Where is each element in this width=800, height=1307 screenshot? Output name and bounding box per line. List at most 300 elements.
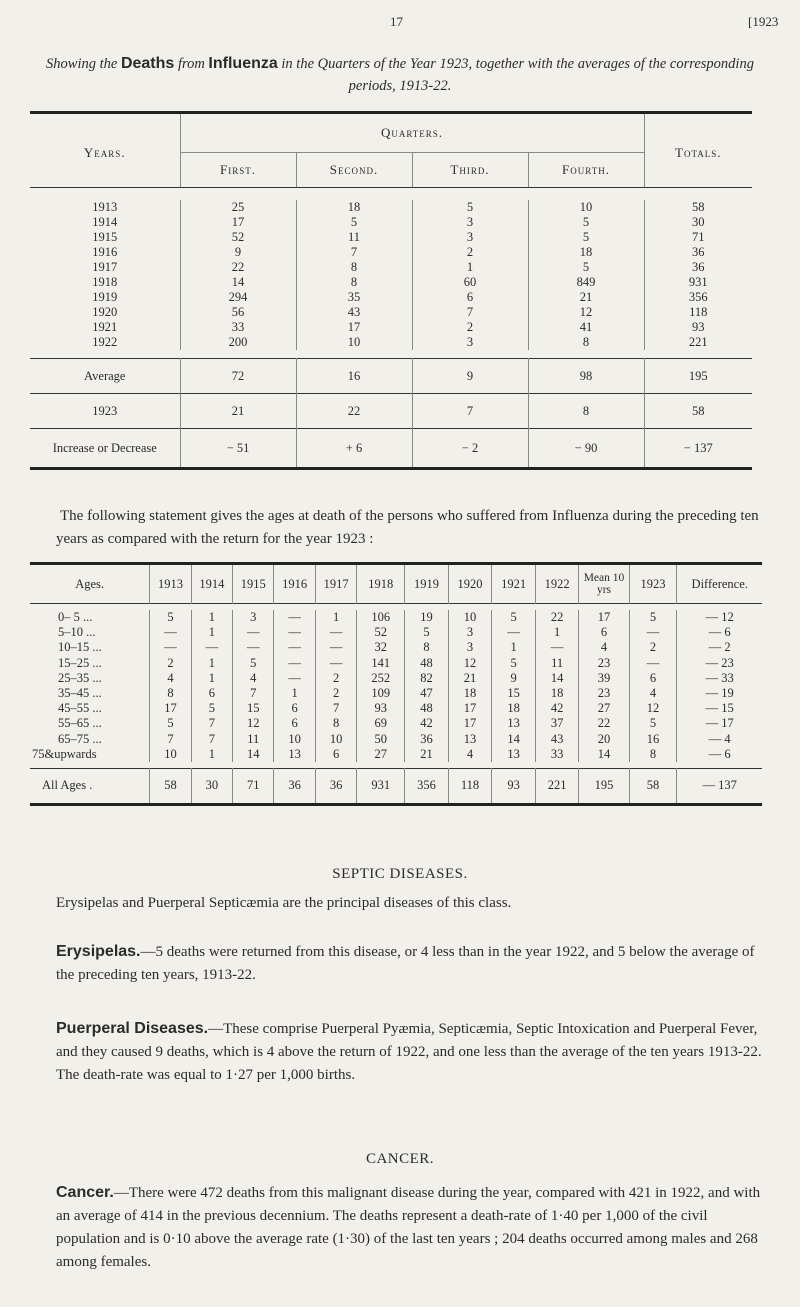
intro-paragraph: The following statement gives the ages at death of the persons who suffered from Influenza during the preceding ten years as compared with the return for the year 1923 : [56, 508, 759, 547]
total-cell: 195 [579, 768, 629, 804]
current-q1: 21 [180, 394, 296, 429]
age-cell: — [150, 625, 191, 640]
cell-q4: 5 [528, 230, 644, 245]
current-label: 1923 [92, 403, 118, 418]
age-cell: 1 [191, 671, 232, 686]
cell-q3: 3 [412, 230, 528, 245]
title-bold-influenza: Influenza [208, 55, 278, 72]
age-row [30, 640, 762, 655]
ages-header-cell: 1913 [150, 564, 191, 604]
cell-year: 1922 [92, 335, 118, 349]
average-label: Average [84, 368, 126, 383]
total-cell: 118 [448, 768, 492, 804]
age-cell: 7 [233, 686, 274, 701]
age-cell: 14 [492, 732, 536, 747]
age-cell: 21 [405, 747, 449, 762]
cell-total: 30 [644, 215, 752, 230]
cell-q1: 52 [180, 230, 296, 245]
age-cell: 9 [492, 671, 536, 686]
age-cell: — 2 [677, 640, 762, 655]
age-cell: — [274, 671, 315, 686]
age-cell: 7 [191, 732, 232, 747]
current-total: 58 [644, 394, 752, 429]
age-cell: 11 [535, 656, 579, 671]
age-label: 0– 5 ... [58, 610, 93, 625]
age-row [30, 686, 762, 701]
average-q3: 9 [412, 359, 528, 394]
ages-header-cell: Difference. [677, 564, 762, 604]
cell-q4: 8 [528, 335, 644, 350]
cell-year: 1914 [92, 215, 118, 229]
age-cell: 22 [579, 716, 629, 731]
ages-header-cell: 1914 [191, 564, 232, 604]
age-cell: — 23 [677, 656, 762, 671]
ages-total-row [30, 768, 762, 804]
age-cell: 8 [315, 716, 356, 731]
ages-header-cell: 1915 [233, 564, 274, 604]
age-cell: 22 [535, 610, 579, 625]
age-cell: 10 [274, 732, 315, 747]
quarters-header: Quarters. [180, 113, 644, 153]
age-cell: 12 [629, 701, 677, 716]
cell-total: 58 [644, 200, 752, 215]
age-cell: 1 [535, 625, 579, 640]
age-cell: 8 [150, 686, 191, 701]
cancer-paragraph [56, 1181, 768, 1274]
total-cell: 58 [629, 768, 677, 804]
age-cell: 5 [629, 716, 677, 731]
age-cell: — [315, 656, 356, 671]
age-cell: 3 [233, 610, 274, 625]
ages-table [30, 562, 762, 806]
age-cell: 4 [579, 640, 629, 655]
age-cell: 36 [405, 732, 449, 747]
ages-header-cell: 1921 [492, 564, 536, 604]
change-total: − 137 [644, 429, 752, 469]
erysipelas-paragraph [56, 940, 768, 987]
age-cell: — [233, 640, 274, 655]
age-cell: 52 [357, 625, 405, 640]
age-cell: 109 [357, 686, 405, 701]
change-row [30, 429, 752, 469]
age-cell: 17 [448, 716, 492, 731]
age-cell: 4 [448, 747, 492, 762]
year-row [30, 320, 752, 335]
age-cell: 10 [150, 747, 191, 762]
cell-q2: 10 [296, 335, 412, 350]
age-cell: 2 [150, 656, 191, 671]
year-row [30, 335, 752, 350]
puerperal-label: Puerperal Diseases. [56, 1020, 209, 1037]
cancer-heading: CANCER. [365, 1151, 435, 1167]
cell-q3: 60 [412, 275, 528, 290]
cell-q1: 56 [180, 305, 296, 320]
age-cell: — [274, 625, 315, 640]
cell-q3: 2 [412, 320, 528, 335]
age-cell: 14 [579, 747, 629, 762]
change-q2: + 6 [296, 429, 412, 469]
age-cell: 4 [629, 686, 677, 701]
age-cell: 18 [535, 686, 579, 701]
age-label: 10–15 ... [58, 640, 102, 655]
cell-q3: 3 [412, 215, 528, 230]
year-row [30, 215, 752, 230]
cell-q1: 9 [180, 245, 296, 260]
title-bold-deaths: Deaths [120, 55, 175, 72]
age-cell: 47 [405, 686, 449, 701]
cell-q2: 43 [296, 305, 412, 320]
age-label: 15–25 ... [58, 655, 102, 670]
age-cell: 27 [357, 747, 405, 762]
age-cell: 37 [535, 716, 579, 731]
age-cell: 10 [448, 610, 492, 625]
age-cell: 6 [274, 716, 315, 731]
year-row [30, 305, 752, 320]
cell-q2: 11 [296, 230, 412, 245]
age-row [30, 610, 762, 625]
age-cell: — [274, 610, 315, 625]
cell-q1: 294 [180, 290, 296, 305]
total-cell: 356 [405, 768, 449, 804]
age-cell: 6 [579, 625, 629, 640]
age-cell: 13 [274, 747, 315, 762]
year-row [30, 275, 752, 290]
cell-q2: 18 [296, 200, 412, 215]
cell-total: 356 [644, 290, 752, 305]
cell-q3: 6 [412, 290, 528, 305]
cell-q2: 8 [296, 260, 412, 275]
age-cell: 43 [535, 732, 579, 747]
age-cell: 8 [629, 747, 677, 762]
age-cell: 15 [233, 701, 274, 716]
age-cell: 21 [448, 671, 492, 686]
age-cell: — 6 [677, 747, 762, 762]
age-label: 65–75 ... [58, 731, 102, 746]
age-label: 25–35 ... [58, 670, 102, 685]
cell-q1: 25 [180, 200, 296, 215]
age-cell: 6 [315, 747, 356, 762]
cell-total: 36 [644, 245, 752, 260]
total-label: All Ages . [42, 778, 93, 793]
age-cell: — [315, 640, 356, 655]
average-total: 195 [644, 359, 752, 394]
age-cell: 17 [579, 610, 629, 625]
cell-year: 1921 [92, 320, 118, 334]
age-cell: 18 [448, 686, 492, 701]
ages-header-cell: 1916 [274, 564, 315, 604]
cell-year: 1918 [92, 275, 118, 289]
cell-year: 1916 [92, 245, 118, 259]
cell-q3: 7 [412, 305, 528, 320]
first-quarter-header: First. [180, 153, 296, 188]
year-row [30, 245, 752, 260]
total-cell: — 137 [677, 768, 762, 804]
age-label: 55–65 ... [58, 716, 102, 731]
total-cell: 58 [150, 768, 191, 804]
cell-year: 1920 [92, 305, 118, 319]
age-cell: 15 [492, 686, 536, 701]
cell-q2: 8 [296, 275, 412, 290]
cell-year: 1919 [92, 290, 118, 304]
age-cell: — [315, 625, 356, 640]
age-cell: 5 [405, 625, 449, 640]
title-mid: from [177, 56, 205, 72]
cell-q4: 12 [528, 305, 644, 320]
age-cell: 14 [233, 747, 274, 762]
cell-year: 1917 [92, 260, 118, 274]
age-cell: 18 [492, 701, 536, 716]
age-cell: 5 [191, 701, 232, 716]
age-cell: 252 [357, 671, 405, 686]
age-cell: 1 [191, 747, 232, 762]
third-quarter-header: Third. [412, 153, 528, 188]
cell-q3: 1 [412, 260, 528, 275]
age-cell: — 33 [677, 671, 762, 686]
cell-q1: 14 [180, 275, 296, 290]
age-label: 35–45 ... [58, 686, 102, 701]
age-row [30, 701, 762, 716]
total-cell: 93 [492, 768, 536, 804]
age-cell: 1 [492, 640, 536, 655]
age-cell: 5 [150, 610, 191, 625]
age-cell: 6 [629, 671, 677, 686]
age-cell: — [535, 640, 579, 655]
age-cell: 14 [535, 671, 579, 686]
ages-header-cell: 1920 [448, 564, 492, 604]
page-number: 17 [390, 14, 403, 29]
erysipelas-label: Erysipelas. [56, 943, 141, 960]
ages-header-cell: 1919 [405, 564, 449, 604]
age-cell: 4 [233, 671, 274, 686]
ages-header-cell: 1923 [629, 564, 677, 604]
ages-header-cell: 1917 [315, 564, 356, 604]
cell-q1: 17 [180, 215, 296, 230]
cell-total: 221 [644, 335, 752, 350]
age-label: 5–10 ... [58, 625, 96, 640]
ages-header-cell: Ages. [75, 576, 105, 591]
age-cell: 93 [357, 701, 405, 716]
cell-q2: 7 [296, 245, 412, 260]
ages-header-cell: 1918 [357, 564, 405, 604]
years-header: Years. [30, 113, 180, 188]
age-row [30, 747, 762, 762]
age-cell: 13 [492, 747, 536, 762]
total-cell: 36 [274, 768, 315, 804]
change-q1: − 51 [180, 429, 296, 469]
age-cell: 42 [535, 701, 579, 716]
age-cell: — [191, 640, 232, 655]
age-cell: 5 [233, 656, 274, 671]
cancer-text: —There were 472 deaths from this malignant disease during the year, compared with 421 in 1922, and with an average of 414 in the previous decennium. The deaths represent a death-rate of 1·40 per 1,000 of the civil population and is 0·10 above the average rate (1·30) of the last ten years ; 204 deaths occurred among males and 268 among females. [56, 1185, 761, 1270]
cell-total: 36 [644, 260, 752, 275]
total-cell: 30 [191, 768, 232, 804]
change-q4: − 90 [528, 429, 644, 469]
cell-q4: 41 [528, 320, 644, 335]
age-cell: 16 [629, 732, 677, 747]
age-cell: 5 [492, 656, 536, 671]
age-cell: 106 [357, 610, 405, 625]
age-cell: 42 [405, 716, 449, 731]
age-cell: — [492, 625, 536, 640]
age-cell: 19 [405, 610, 449, 625]
cell-q4: 10 [528, 200, 644, 215]
cell-total: 93 [644, 320, 752, 335]
cell-q4: 849 [528, 275, 644, 290]
total-cell: 36 [315, 768, 356, 804]
second-quarter-header: Second. [296, 153, 412, 188]
average-q4: 98 [528, 359, 644, 394]
year-mark: [1923 [748, 14, 779, 29]
age-cell: 7 [150, 732, 191, 747]
year-row [30, 290, 752, 305]
age-cell: 50 [357, 732, 405, 747]
age-cell: — [274, 640, 315, 655]
age-cell: 1 [191, 656, 232, 671]
totals-header: Totals. [644, 113, 752, 188]
current-q4: 8 [528, 394, 644, 429]
age-cell: 2 [315, 686, 356, 701]
septic-intro: Erysipelas and Puerperal Septicæmia are the principal diseases of this class. [56, 895, 512, 911]
age-cell: 11 [233, 732, 274, 747]
age-cell: 23 [579, 656, 629, 671]
erysipelas-text: —5 deaths were returned from this disease, or 4 less than in the year 1922, and 5 below the average of the preceding ten years, 1913-22. [56, 944, 755, 983]
age-row [30, 671, 762, 686]
age-cell: 4 [150, 671, 191, 686]
age-cell: 48 [405, 701, 449, 716]
current-year-row [30, 394, 752, 429]
average-row [30, 359, 752, 394]
age-cell: 6 [191, 686, 232, 701]
title-prefix: Showing the [46, 56, 118, 72]
age-cell: 33 [535, 747, 579, 762]
cell-q3: 5 [412, 200, 528, 215]
table-title [40, 53, 760, 97]
year-row [30, 230, 752, 245]
age-cell: 12 [233, 716, 274, 731]
cell-total: 931 [644, 275, 752, 290]
age-cell: 5 [492, 610, 536, 625]
age-cell: — [274, 656, 315, 671]
cell-q2: 5 [296, 215, 412, 230]
cell-q4: 5 [528, 260, 644, 275]
age-cell: — 4 [677, 732, 762, 747]
cancer-label: Cancer. [56, 1184, 114, 1201]
age-cell: 1 [191, 625, 232, 640]
current-q2: 22 [296, 394, 412, 429]
title-rest: in the Quarters of the Year 1923, together with the averages of the corresponding periods, 1913-22. [281, 56, 754, 94]
fourth-quarter-header: Fourth. [528, 153, 644, 188]
cell-q1: 22 [180, 260, 296, 275]
age-cell: — [233, 625, 274, 640]
total-cell: 221 [535, 768, 579, 804]
cell-q1: 200 [180, 335, 296, 350]
age-label: 75&upwards [32, 746, 97, 761]
septic-heading: SEPTIC DISEASES. [332, 866, 468, 882]
year-row [30, 200, 752, 215]
cell-year: 1913 [92, 200, 118, 214]
cell-q2: 35 [296, 290, 412, 305]
cell-total: 71 [644, 230, 752, 245]
age-cell: 20 [579, 732, 629, 747]
cell-q4: 21 [528, 290, 644, 305]
age-row [30, 656, 762, 671]
age-cell: — 12 [677, 610, 762, 625]
age-cell: 5 [629, 610, 677, 625]
age-label: 45–55 ... [58, 701, 102, 716]
ages-header-cell: Mean 10 yrs [579, 564, 629, 604]
age-cell: 17 [448, 701, 492, 716]
age-cell: 7 [315, 701, 356, 716]
age-cell: 32 [357, 640, 405, 655]
age-cell: — 19 [677, 686, 762, 701]
age-cell: — [150, 640, 191, 655]
age-cell: 8 [405, 640, 449, 655]
age-cell: 7 [191, 716, 232, 731]
change-q3: − 2 [412, 429, 528, 469]
change-label: Increase or Decrease [52, 440, 157, 455]
cell-q4: 18 [528, 245, 644, 260]
ages-header-cell: 1922 [535, 564, 579, 604]
quarters-table [30, 111, 752, 470]
age-cell: 1 [191, 610, 232, 625]
age-cell: 141 [357, 656, 405, 671]
total-cell: 931 [357, 768, 405, 804]
age-cell: — 15 [677, 701, 762, 716]
age-cell: — 17 [677, 716, 762, 731]
age-cell: — [629, 625, 677, 640]
age-cell: — [629, 656, 677, 671]
age-cell: 10 [315, 732, 356, 747]
cell-q3: 2 [412, 245, 528, 260]
age-cell: 27 [579, 701, 629, 716]
total-cell: 71 [233, 768, 274, 804]
age-cell: 23 [579, 686, 629, 701]
average-q2: 16 [296, 359, 412, 394]
current-q3: 7 [412, 394, 528, 429]
cell-q4: 5 [528, 215, 644, 230]
age-cell: 5 [150, 716, 191, 731]
cell-q3: 3 [412, 335, 528, 350]
cell-year: 1915 [92, 230, 118, 244]
page-header [0, 14, 800, 34]
age-cell: 1 [315, 610, 356, 625]
cell-total: 118 [644, 305, 752, 320]
cell-q2: 17 [296, 320, 412, 335]
puerperal-text: —These comprise Puerperal Pyæmia, Septicæmia, Septic Intoxication and Puerperal Fever, and they caused 9 deaths, which is 4 above the return of 1922, and one less than the average of the ten years 1913-22. The death-rate was equal to 1·27 per 1,000 births. [56, 1021, 762, 1083]
age-cell: 6 [274, 701, 315, 716]
age-cell: 13 [492, 716, 536, 731]
age-cell: — 6 [677, 625, 762, 640]
average-q1: 72 [180, 359, 296, 394]
age-cell: 82 [405, 671, 449, 686]
age-row [30, 625, 762, 640]
age-cell: 3 [448, 625, 492, 640]
age-cell: 12 [448, 656, 492, 671]
age-row [30, 716, 762, 731]
age-cell: 17 [150, 701, 191, 716]
age-row [30, 732, 762, 747]
age-cell: 69 [357, 716, 405, 731]
age-cell: 39 [579, 671, 629, 686]
age-cell: 13 [448, 732, 492, 747]
age-cell: 48 [405, 656, 449, 671]
age-cell: 2 [315, 671, 356, 686]
age-cell: 1 [274, 686, 315, 701]
cell-q1: 33 [180, 320, 296, 335]
puerperal-paragraph [56, 1017, 768, 1087]
year-row [30, 260, 752, 275]
age-cell: 2 [629, 640, 677, 655]
